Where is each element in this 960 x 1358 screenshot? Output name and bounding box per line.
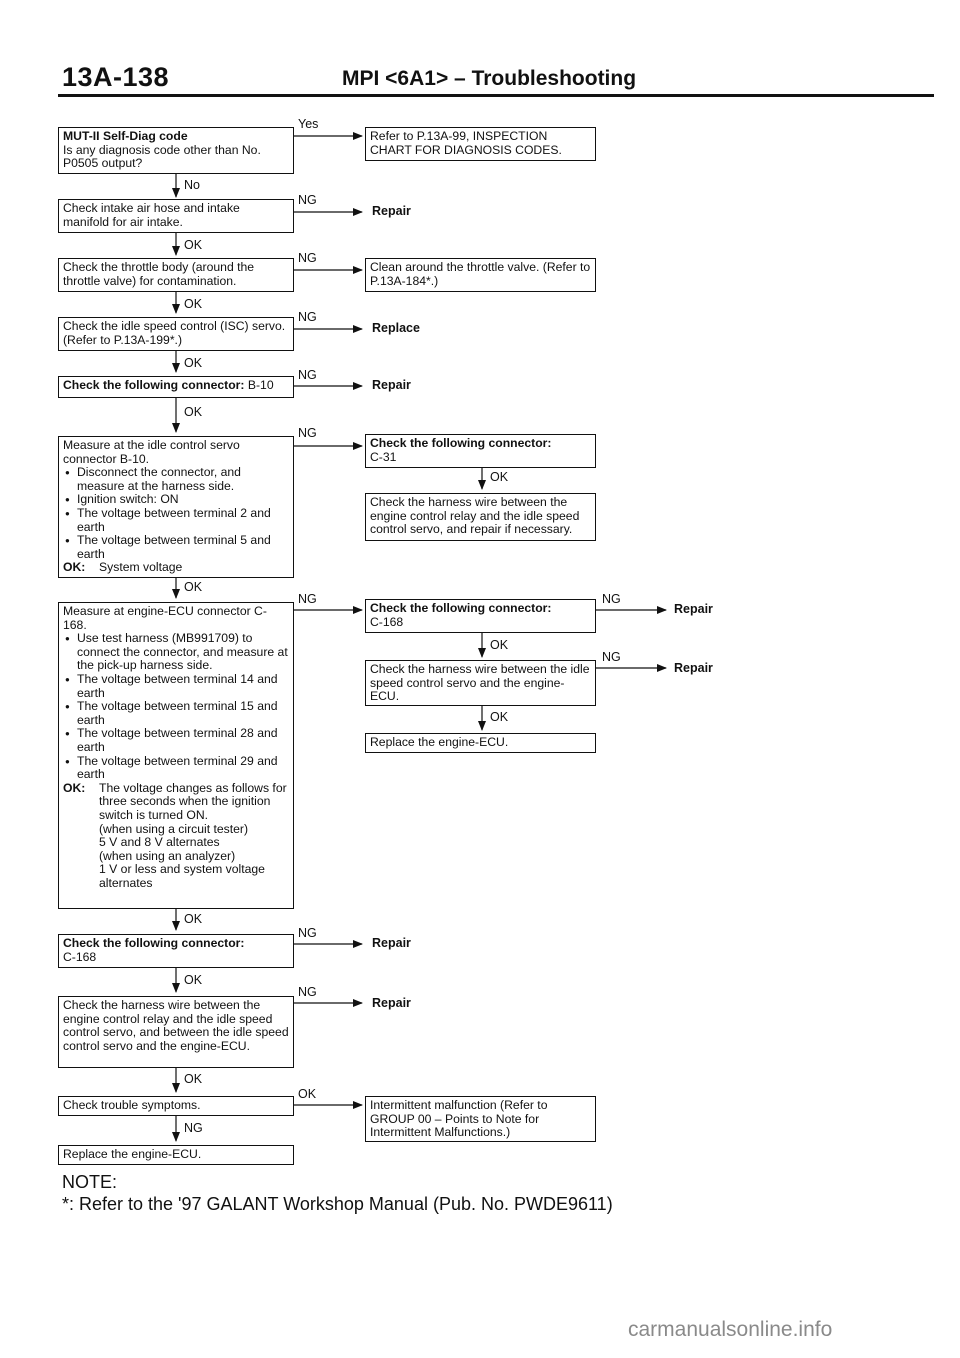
step-trouble-symptoms <box>58 1096 294 1116</box>
branch-label-ok: OK <box>490 638 509 652</box>
list-item: ● Ignition switch: ON <box>63 493 289 507</box>
ok-criteria-line: (when using an analyzer) <box>99 848 236 863</box>
check-connector-c31-id: C-31 <box>370 449 397 464</box>
step-self-diag-code <box>58 127 294 174</box>
step-isc-servo <box>58 317 294 351</box>
step-measure-ecu <box>58 602 294 909</box>
step-measure-ecu-ok <box>63 782 289 823</box>
list-item: ● The voltage between terminal 29 and earth <box>63 755 289 782</box>
step-measure-servo <box>58 436 294 578</box>
list-item: ● Use test harness (MB991709) to connect the connector, and measure at the pick-up harness side. <box>63 632 289 673</box>
step-connector-b10-title: Check the following connector: <box>63 378 245 392</box>
page-title: MPI <6A1> – Troubleshooting <box>342 67 637 90</box>
check-connector-c168-right-title: Check the following connector: <box>370 601 552 615</box>
branch-label-ng: NG <box>298 368 317 382</box>
step-trouble-symptoms-text: Check trouble symptoms. <box>63 1098 201 1112</box>
list-item: ● The voltage between terminal 14 and earth <box>63 673 289 700</box>
result-replace: Replace <box>372 321 420 335</box>
branch-label-ok: OK <box>490 470 509 484</box>
check-relay-harness-text: Check the harness wire between the engine control relay and the idle speed control servo, and repair if necessary. <box>370 495 580 537</box>
ok-criteria-line: (when using a circuit tester) <box>99 821 249 836</box>
step-measure-servo-list <box>63 466 289 561</box>
step-intake-air-text: Check intake air hose and intake manifold for air intake. <box>63 201 240 229</box>
note-text: *: Refer to the '97 GALANT Workshop Manual (Pub. No. PWDE9611) <box>62 1194 613 1214</box>
branch-label-ok: OK <box>184 405 203 419</box>
branch-label-ok: OK <box>490 710 509 724</box>
result-repair: Repair <box>372 204 411 218</box>
step-self-diag-text: Is any diagnosis code other than No. P0505 output? <box>63 142 261 171</box>
step-harness-wire-text: Check the harness wire between the engine control relay and the idle speed control servo, and between the idle speed control servo and the engine-ECU. <box>63 998 289 1053</box>
step-intake-air <box>58 199 294 233</box>
page-number: 13A-138 <box>62 62 170 92</box>
step-measure-ecu-text: Measure at engine-ECU connector C-168. <box>63 604 267 632</box>
branch-label-ng: NG <box>298 985 317 999</box>
step-self-diag-title: MUT-II Self-Diag code <box>63 129 188 143</box>
branch-label-ok: OK <box>184 356 203 370</box>
branch-label-ok: OK <box>184 1072 203 1086</box>
result-intermittent-text: Intermittent malfunction (Refer to GROUP 00 – Points to Note for Intermittent Malfunctions.) <box>370 1098 548 1140</box>
branch-label-ok: OK <box>184 912 203 926</box>
check-connector-c31-title: Check the following connector: <box>370 436 552 450</box>
step-throttle-body-text: Check the throttle body (around the throttle valve) for contamination. <box>63 260 255 288</box>
list-item: ● The voltage between terminal 15 and earth <box>63 700 289 727</box>
check-connector-c31 <box>365 434 596 468</box>
result-repair: Repair <box>372 378 411 392</box>
ok-criteria-line: 5 V and 8 V alternates <box>99 835 220 850</box>
ok-criteria-label: OK: <box>63 560 86 575</box>
branch-label-ok: OK <box>184 973 203 987</box>
branch-label-yes: Yes <box>298 117 319 131</box>
branch-label-ng: NG <box>298 426 317 440</box>
result-intermittent <box>365 1096 596 1142</box>
branch-label-ok: OK <box>184 580 203 594</box>
step-connector-c168-id: C-168 <box>63 949 97 964</box>
branch-label-ok: OK <box>184 238 203 252</box>
branch-label-ng: NG <box>298 592 317 606</box>
result-repair: Repair <box>372 996 411 1010</box>
step-connector-b10-id: B-10 <box>247 378 274 392</box>
step-connector-b10 <box>58 376 294 398</box>
list-item: ● The voltage between terminal 28 and earth <box>63 727 289 754</box>
result-replace-ecu-right <box>365 733 596 753</box>
result-inspection-chart-text: Refer to P.13A-99, INSPECTION CHART FOR DIAGNOSIS CODES. <box>370 129 562 157</box>
step-measure-servo-text: Measure at the idle control servo connector B-10. <box>63 438 240 466</box>
result-inspection-chart <box>365 127 596 161</box>
branch-label-ng: NG <box>184 1121 203 1135</box>
check-servo-ecu-harness-text: Check the harness wire between the idle speed control servo and the engine-ECU. <box>370 662 590 704</box>
list-item: ● Disconnect the connector, and measure at the harness side. <box>63 466 289 493</box>
step-connector-c168 <box>58 934 294 968</box>
result-repair: Repair <box>674 602 713 616</box>
branch-label-ng: NG <box>298 251 317 265</box>
list-item: ● The voltage between terminal 2 and earth <box>63 507 289 534</box>
check-relay-harness <box>365 493 596 541</box>
result-repair: Repair <box>674 661 713 675</box>
step-throttle-body <box>58 258 294 292</box>
step-replace-ecu-text: Replace the engine-ECU. <box>63 1147 202 1161</box>
branch-label-ng: NG <box>298 193 317 207</box>
step-measure-servo-ok <box>63 561 289 575</box>
ok-criteria-label: OK: <box>63 780 86 795</box>
result-clean-throttle-text: Clean around the throttle valve. (Refer to P.13A-184*.) <box>370 260 591 288</box>
branch-label-no: No <box>184 178 200 192</box>
watermark-text: carmanualsonline.info <box>628 1318 833 1341</box>
branch-label-ng: NG <box>298 926 317 940</box>
ok-criteria-line: 1 V or less and system voltage alternates <box>99 862 265 890</box>
step-measure-ecu-list <box>63 632 289 782</box>
step-isc-servo-text: Check the idle speed control (ISC) servo. (Refer to P.13A-199*.) <box>63 319 286 347</box>
ok-criteria-text: System voltage <box>99 560 183 575</box>
branch-label-ng: NG <box>602 650 621 664</box>
step-connector-c168-title: Check the following connector: <box>63 936 245 950</box>
list-item: ● The voltage between terminal 5 and earth <box>63 534 289 561</box>
result-clean-throttle <box>365 258 596 292</box>
step-harness-wire <box>58 996 294 1068</box>
check-servo-ecu-harness <box>365 660 596 706</box>
result-replace-ecu-right-text: Replace the engine-ECU. <box>370 735 509 749</box>
check-connector-c168-right-id: C-168 <box>370 614 404 629</box>
result-repair: Repair <box>372 936 411 950</box>
check-connector-c168-right <box>365 599 596 633</box>
step-replace-ecu <box>58 1145 294 1165</box>
branch-label-ok: OK <box>298 1087 317 1101</box>
branch-label-ng: NG <box>602 592 621 606</box>
branch-label-ok: OK <box>184 297 203 311</box>
branch-label-ng: NG <box>298 310 317 324</box>
note-heading: NOTE: <box>62 1172 118 1192</box>
ok-criteria-text: The voltage changes as follows for three seconds when the ignition switch is turned ON. <box>99 780 287 822</box>
